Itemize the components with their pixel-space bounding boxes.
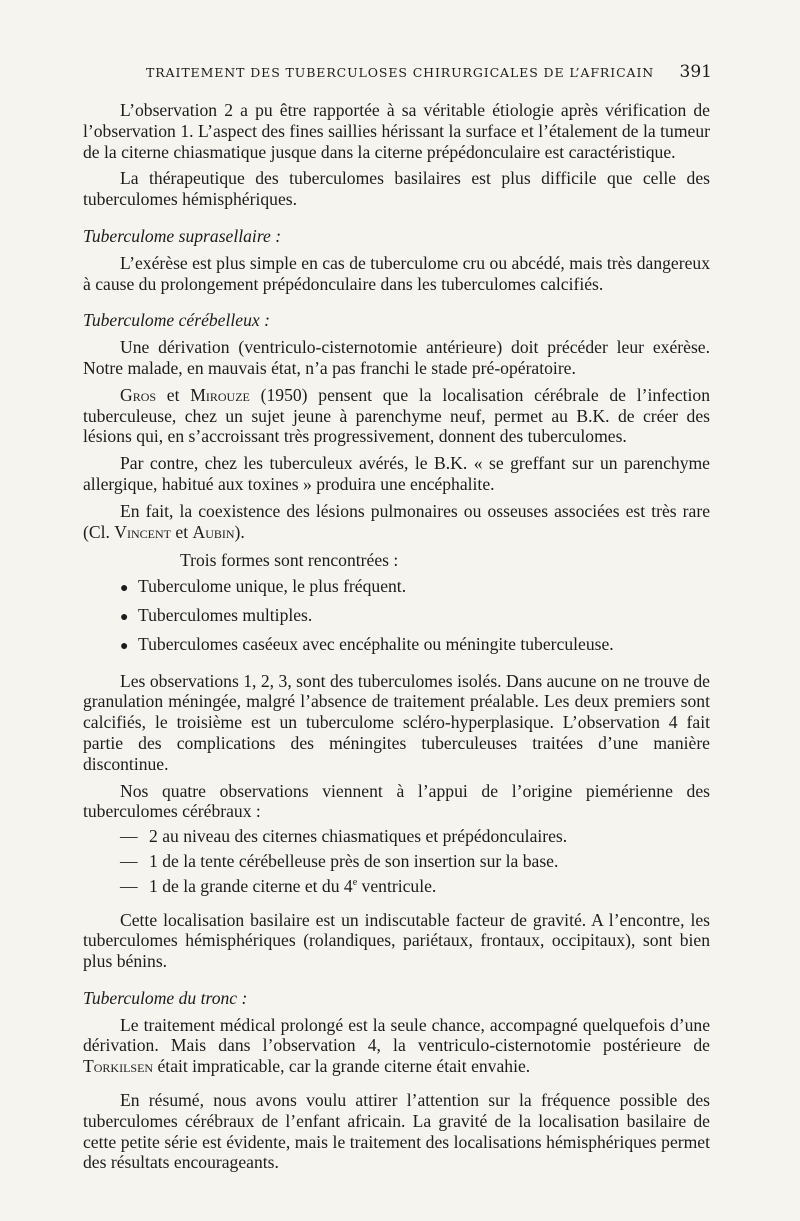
page-number: 391	[679, 62, 712, 82]
paragraph-exerese: L’exérèse est plus simple en cas de tuberculome cru ou abcédé, mais très dangereux à cause du prolongement prépédonculaire dans les tuberculomes calcifiés.	[83, 252, 710, 294]
paragraph-therapeutique: La thérapeutique des tuberculomes basilaires est plus difficile que celle des tuberculomes hémisphériques.	[83, 168, 710, 210]
paragraph-observation-2: L’observation 2 a pu être rapportée à sa véritable étiologie après vérification de l’observation 1. L’aspect des fines saillies hérissant la surface et l’étalement de la tumeur de la citerne chiasmatique jusque dans la citerne prépédonculaire est caractéristique.	[83, 100, 710, 162]
running-header	[146, 62, 712, 82]
paragraph-par-contre: Par contre, chez les tuberculeux avérés, le B.K. « se greffant sur un parenchyme allergique, habitué aux toxines » produira une encéphalite.	[83, 453, 710, 494]
paragraph-derivation: Une dérivation (ventriculo-cisternotomie antérieure) doit précéder leur exérèse. Notre malade, en mauvais état, n’a pas franchi le stade pré-opératoire.	[83, 337, 710, 378]
heading-tronc: Tuberculome du tronc :	[83, 987, 248, 1008]
author-aubin: Aubin	[192, 521, 235, 542]
heading-cerebelleux: Tuberculome cérébelleux :	[83, 310, 270, 331]
list-item: — 2 au niveau des citernes chiasmatiques et prépédonculaires.	[120, 826, 568, 847]
dash-icon: —	[120, 875, 138, 896]
paragraph-traitement-medical: Le traitement médical prolongé est la seule chance, accompagné quelquefois d’une dérivation. Mais dans l’observation 4, la ventriculo-cisternotomie postérieure de Torkilsen était impraticable, car la grande citerne était envahie.	[83, 1014, 710, 1077]
bullet-icon: ●	[120, 581, 129, 597]
author-gros: Gros	[120, 384, 157, 405]
author-torkilsen: Torkilsen	[83, 1056, 154, 1077]
paragraph-gros-mirouze: Gros et Mirouze (1950) pensent que la localisation cérébrale de l’infection tuberculeuse, chez un sujet jeune à parenchyme neuf, permet au B.K. de créer des lésions qui, en s’accroissant très progressivement, donnent des tuberculomes.	[83, 384, 711, 447]
paragraph-observations-isolees: Les observations 1, 2, 3, sont des tuberculomes isolés. Dans aucune on ne trouve de granulation méningée, malgré l’absence de traitement préalable. Les deux premiers sont calcifiés, le troisième est un tuberculome scléro-hyperplasique. L’observation 4 fait partie des complications des méningites tuberculeuses traitées d’une manière discontinue.	[83, 670, 710, 774]
heading-suprasellaire: Tuberculome suprasellaire :	[83, 225, 282, 246]
dash-icon: —	[120, 826, 138, 847]
author-vincent: Vincent	[114, 521, 171, 542]
list-item: ● Tuberculome unique, le plus fréquent.	[83, 576, 710, 600]
forms-intro: Trois formes sont rencontrées :	[180, 550, 399, 571]
list-item: ● Tuberculomes multiples.	[83, 605, 710, 629]
dash-icon: —	[120, 850, 138, 871]
list-item: — 1 de la grande citerne et du 4e ventricule.	[120, 875, 437, 896]
bullet-icon: ●	[120, 609, 129, 625]
paragraph-en-fait: En fait, la coexistence des lésions pulmonaires ou osseuses associées est très rare (Cl. Vincent et Aubin).	[83, 500, 710, 542]
paragraph-origine-piemerienne: Nos quatre observations viennent à l’appui de l’origine piemérienne des tuberculomes cérébraux :	[83, 780, 710, 822]
list-item: — 1 de la tente cérébelleuse près de son insertion sur la base.	[120, 850, 559, 871]
author-mirouze: Mirouze	[190, 384, 250, 405]
bullet-icon: ●	[120, 638, 129, 654]
list-item: ● Tuberculomes caséeux avec encéphalite ou méningite tuberculeuse.	[83, 634, 710, 658]
paragraph-resume: En résumé, nous avons voulu attirer l’attention sur la fréquence possible des tuberculomes cérébraux de l’enfant africain. La gravité de la localisation basilaire de cette petite série est évidente, mais le traitement des localisations hémisphériques permet des résultats encourageants.	[83, 1090, 710, 1173]
header-title: TRAITEMENT DES TUBERCULOSES CHIRURGICALES DE L’AFRICAIN	[146, 65, 655, 80]
body-text	[83, 100, 710, 1173]
paragraph-gravite: Cette localisation basilaire est un indiscutable facteur de gravité. A l’encontre, les tuberculomes hémisphériques (rolandiques, pariétaux, frontaux, occipitaux), sont bien plus bénins.	[83, 909, 710, 972]
